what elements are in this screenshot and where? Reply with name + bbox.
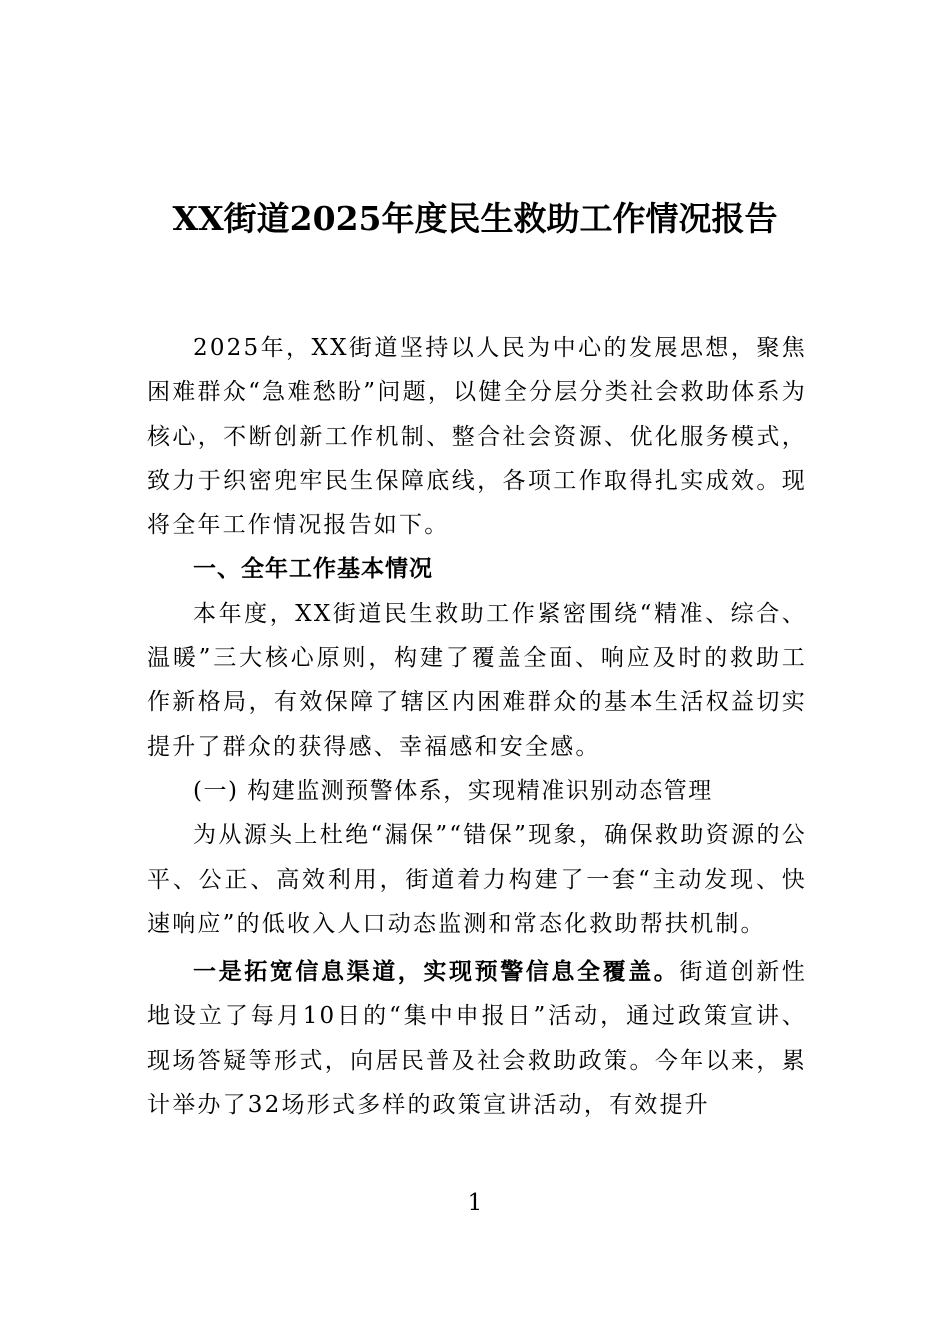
section-heading: 一、全年工作基本情况 [193,556,433,583]
point-lead: 一是拓宽信息渠道，实现预警信息全覆盖。 [193,958,680,986]
point-body: 街道创新性地设立了每月10日的“集中申报日”活动，通过政策宣讲、现场答疑等形式，向居民普及社会救助政策。今年以来，累计举办了32场形式多样的政策宣讲活动，有效提升 [147,959,807,1119]
point-paragraph [147,950,807,1127]
intro-paragraph: 2025年，XX街道坚持以人民为中心的发展思想，聚焦困难群众“急难愁盼”问题，以健全分层分类社会救助体系为核心，不断创新工作机制、整合社会资源、优化服务模式，致力于织密兜牢民生保障底线，各项工作取得扎实成效。现将全年工作情况报告如下。 [147,335,807,539]
page-number: 1 [467,1190,483,1216]
document-body [147,326,807,1127]
subsection-heading: (一) 构建监测预警体系，实现精准识别动态管理 [193,777,713,804]
section-paragraph: 本年度，XX街道民生救助工作紧密围绕“精准、综合、温暖”三大核心原则，构建了覆盖全面、响应及时的救助工作新格局，有效保障了辖区内困难群众的基本生活权益切实提升了群众的获得感、幸福感和安全感。 [147,600,807,760]
document-title: XX街道2025年度民生救助工作情况报告 [172,199,778,238]
subsection-paragraph: 为从源头上杜绝“漏保”“错保”现象，确保救助资源的公平、公正、高效利用，街道着力构建了一套“主动发现、快速响应”的低收入人口动态监测和常态化救助帮扶机制。 [147,822,807,937]
